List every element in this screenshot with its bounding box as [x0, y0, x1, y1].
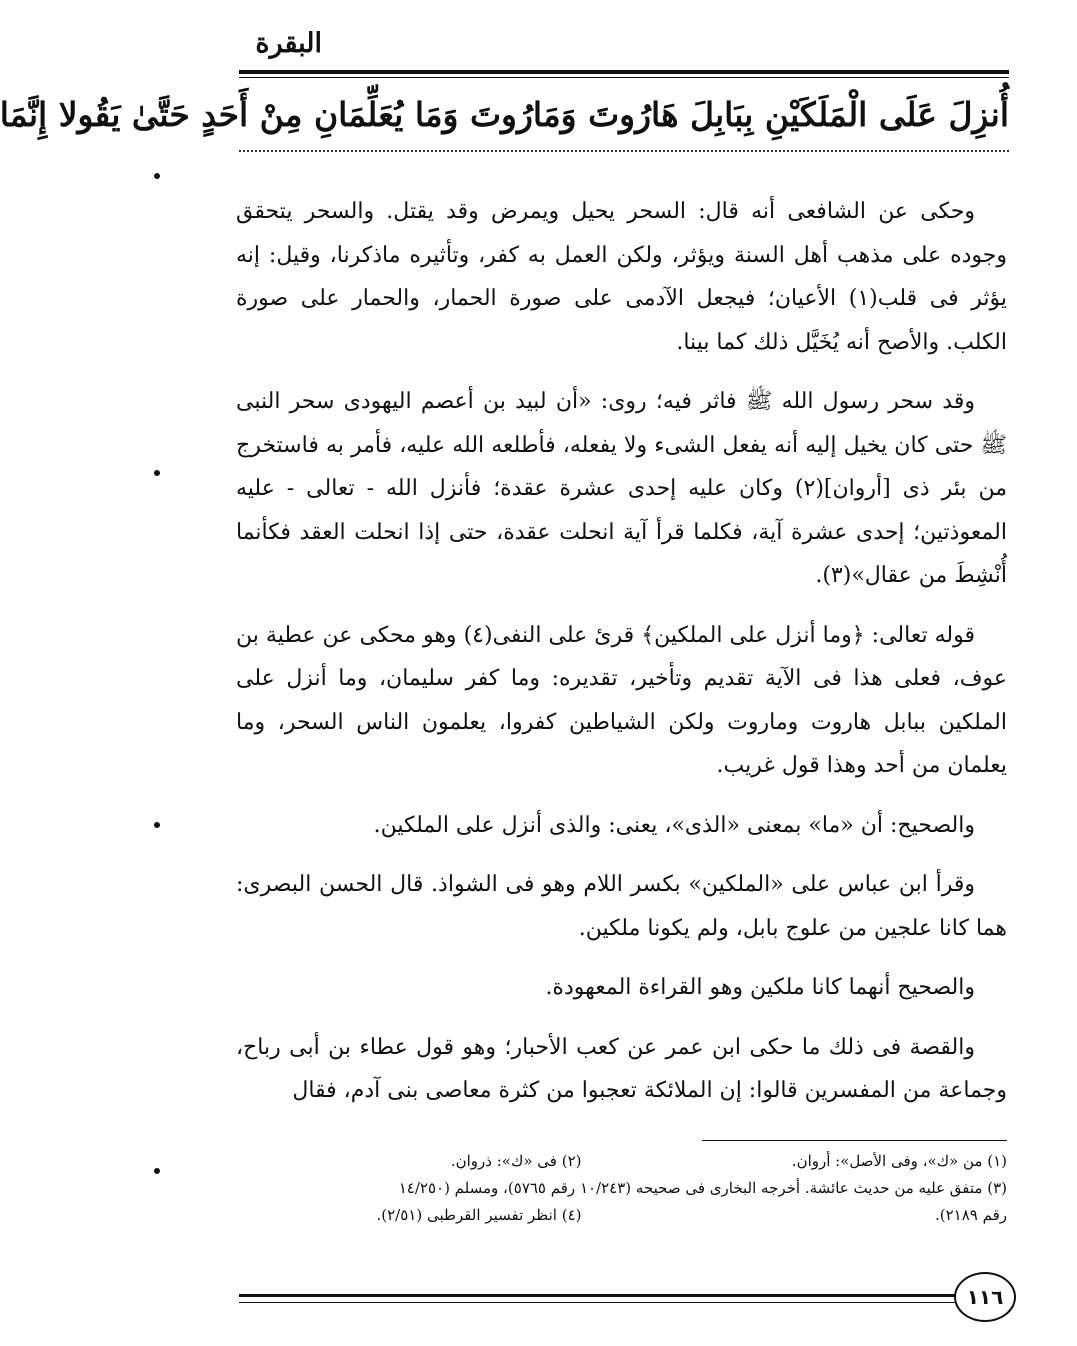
footnote-4: (٤) انظر تفسير القرطبى (٢/٥١).	[376, 1206, 582, 1224]
footnote-3-line-1: (٣) متفق عليه من حديث عائشة. أخرجه البخارى فى صحيحه (١٠/٢٤٣ رقم ٥٧٦٥)، ومسلم (١٤/٢٥٠	[398, 1179, 1007, 1197]
paragraph: والصحيح: أن «ما» بمعنى «الذى»، يعنى: والذى أنزل على الملكين.	[373, 812, 975, 838]
header-rule-thin	[239, 77, 1009, 78]
footnote-1: (١) من «ك»، وفى الأصل»: أروان.	[791, 1152, 1007, 1170]
verse-separator-dotted	[239, 150, 1009, 152]
margin-bullet-icon	[154, 173, 160, 179]
margin-bullet-icon	[154, 1168, 160, 1174]
margin-bullet-icon	[154, 470, 160, 476]
paragraph: والصحيح أنهما كانا ملكين وهو القراءة المعهودة.	[545, 975, 975, 1000]
footer-rule-thick	[239, 1294, 1007, 1297]
footnote-3-line-2: رقم ٢١٨٩).	[934, 1206, 1007, 1224]
page-number: ١١٦	[954, 1272, 1016, 1322]
header-rule-thick	[239, 70, 1009, 74]
footnote-row	[236, 1148, 1007, 1175]
commentary-body	[236, 190, 1007, 1129]
footer-rule-thin	[239, 1302, 1007, 1303]
footnote-row	[236, 1202, 1007, 1229]
quran-verse-line: أُنزِلَ عَلَى الْمَلَكَيْنِ بِبَابِلَ هَارُوتَ وَمَارُوتَ وَمَا يُعَلِّمَانِ مِنْ أَحَدٍ حَتَّىٰ يَقُولا إِنَّمَا	[0, 95, 1009, 134]
paragraph: والقصة فى ذلك ما حكى ابن عمر عن كعب الأحبار؛ وهو قول عطاء بن أبى رباح، وجماعة من المفسرين قالوا: إن الملائكة تعجبوا من كثرة معاصى بنى آدم، فقال	[236, 1034, 1007, 1103]
paragraph: وقرأ ابن عباس على «الملكين» بكسر اللام وهو فى الشواذ. قال الحسن البصرى: هما كانا علجين من علوج بابل، ولم يكونا ملكين.	[236, 872, 1007, 941]
paragraph: وقد سحر رسول الله ﷺ فاثر فيه؛ روى: «أن لبيد بن أعصم اليهودى سحر النبى ﷺ حتى كان يخيل إليه أنه يفعل الشىء ولا يفعله، فأطلعه الله عليه، فأمر به فاستخرج من بئر ذى [أروان](٢) وكان عليه إحدى عشرة عقدة؛ فأنزل الله - تعالى - عليه المعوذتين؛ إحدى عشرة آية، فكلما قرأ آية انحلت عقدة، حتى إذا انحلت العقد فكأنما أُنْشِطَ من عقال»(٣).	[236, 389, 1007, 588]
footnote-separator	[702, 1140, 1007, 1141]
footnotes	[236, 1148, 1007, 1229]
running-header-surah-name: البقرة	[255, 28, 322, 59]
paragraph: قوله تعالى: ﴿وما أنزل على الملكين﴾ قرئ على النفى(٤) وهو محكى عن عطية بن عوف، فعلى هذا فى الآية تقديم وتأخير، تقديره: وما كفر سليمان، وما أنزل على الملكين ببابل هاروت وماروت ولكن الشياطين كفروا، يعلمون الناس السحر، وما يعلمان من أحد وهذا قول غريب.	[236, 622, 1007, 778]
paragraph: وحكى عن الشافعى أنه قال: السحر يحيل ويمرض وقد يقتل. والسحر يتحقق وجوده على مذهب أهل السنة ويؤثر، ولكن العمل به كفر، وتأثيره ماذكرنا، وقيل: إنه يؤثر فى قلب(١) الأعيان؛ فيجعل الآدمى على صورة الحمار، والحمار على صورة الكلب. والأصح أنه يُخَيَّل ذلك كما بينا.	[236, 199, 1007, 355]
footnote-2: (٢) فى «ك»: ذروان.	[450, 1152, 582, 1170]
margin-bullet-icon	[154, 822, 160, 828]
footnote-row	[236, 1175, 1007, 1202]
